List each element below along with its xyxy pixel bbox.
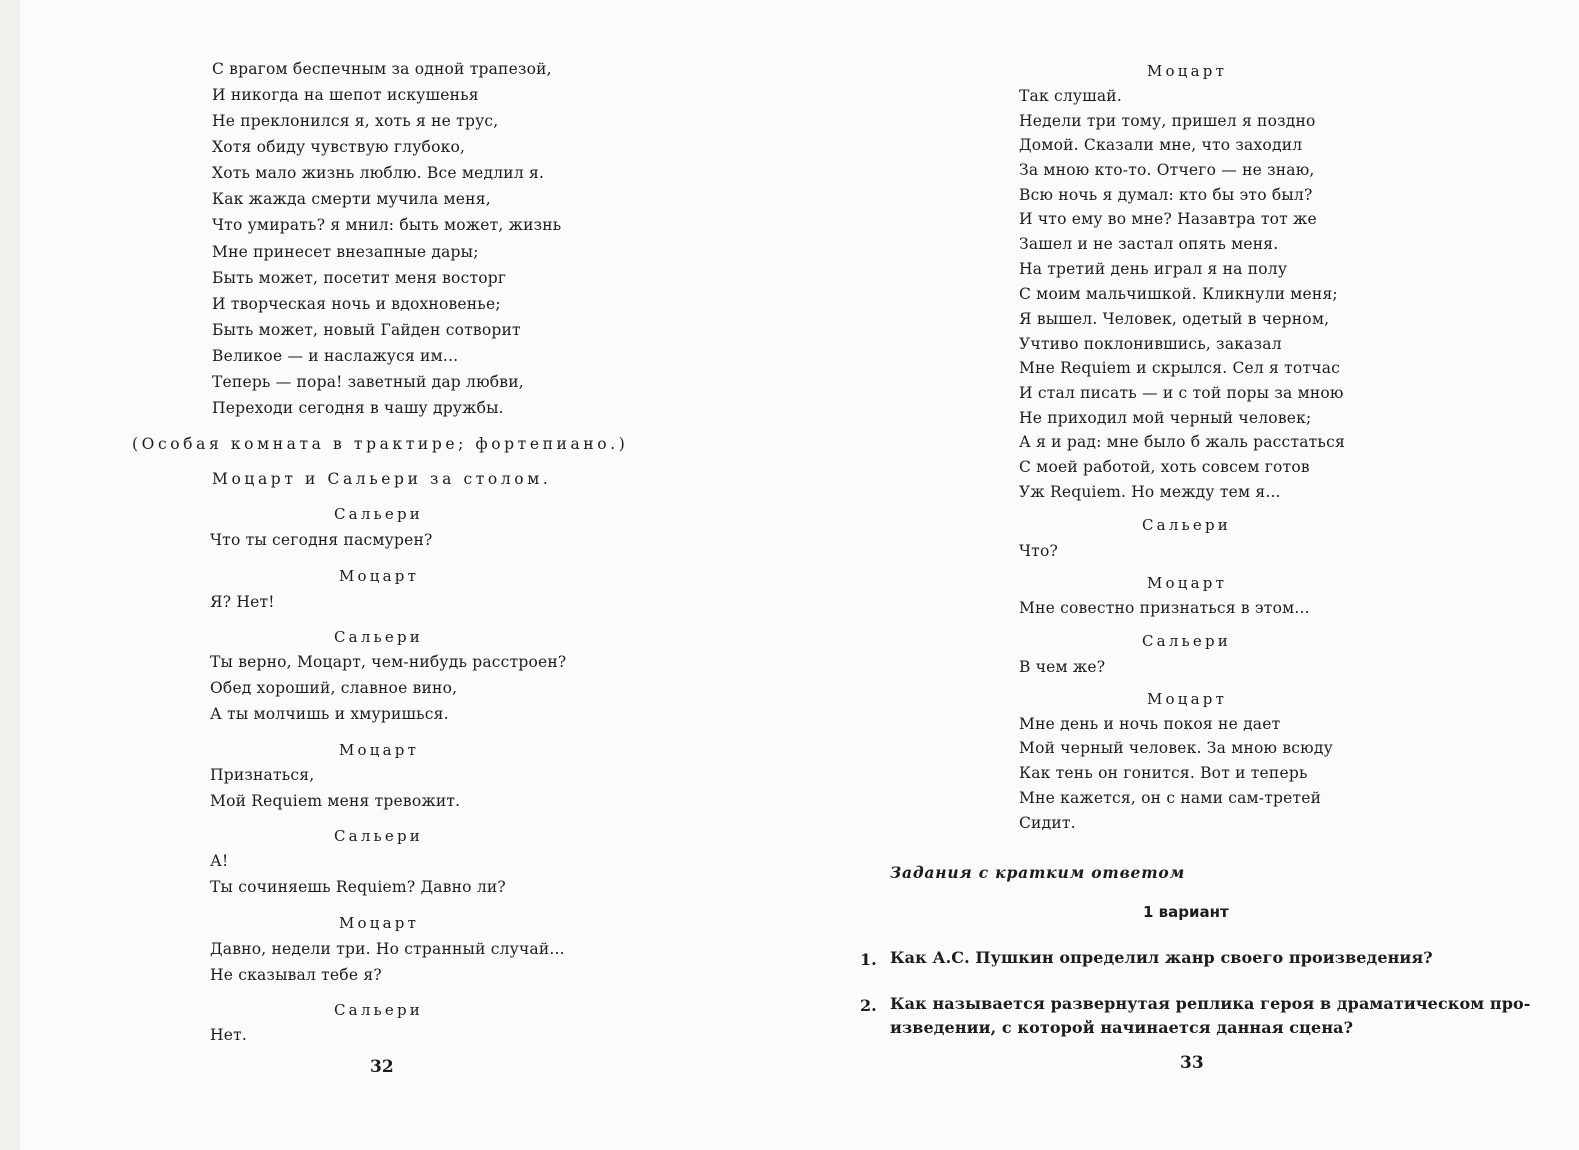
right-page: [790, 0, 1579, 1150]
dialogue-line: Что?: [1019, 542, 1058, 560]
speaker-name: Сальери: [334, 1001, 423, 1019]
question-number: 2.: [860, 996, 877, 1015]
section-heading: Задания с кратким ответом: [890, 863, 1186, 882]
dialogue-line: Ты сочиняешь Requiem? Давно ли?: [210, 878, 506, 896]
dialogue-line: И стал писать — и с той поры за мною: [1019, 384, 1344, 402]
speaker-name: Моцарт: [339, 914, 420, 932]
speaker-name: Моцарт: [339, 741, 420, 759]
dialogue-line: Обед хороший, славное вино,: [210, 679, 458, 697]
verse-line: Мне принесет внезапные дары;: [212, 243, 479, 261]
dialogue-line: И что ему во мне? Назавтра тот же: [1019, 210, 1317, 228]
dialogue-line: Мой Requiem меня тревожит.: [210, 792, 461, 810]
dialogue-line: Уж Requiem. Но между тем я...: [1019, 483, 1281, 501]
verse-line: Хоть мало жизнь люблю. Все медлил я.: [212, 164, 545, 182]
dialogue-line: Признаться,: [210, 766, 315, 784]
verse-line: Великое — и наслажуся им...: [212, 347, 459, 365]
question-text: изведении, с которой начинается данная сцена?: [890, 1018, 1354, 1037]
dialogue-line: Нет.: [210, 1026, 247, 1044]
page-number: 32: [370, 1057, 394, 1077]
dialogue-line: В чем же?: [1019, 658, 1106, 676]
variant-heading: 1 вариант: [1143, 903, 1229, 921]
dialogue-line: Что ты сегодня пасмурен?: [210, 531, 433, 549]
dialogue-line: А!: [210, 852, 229, 870]
dialogue-line: Мне совестно признаться в этом...: [1019, 599, 1310, 617]
verse-line: И творческая ночь и вдохновенье;: [212, 295, 501, 313]
page-number: 33: [1180, 1053, 1204, 1073]
dialogue-line: Давно, недели три. Но странный случай...: [210, 940, 565, 958]
dialogue-line: Недели три тому, пришел я поздно: [1019, 112, 1316, 130]
verse-line: Быть может, посетит меня восторг: [212, 269, 507, 287]
verse-line: Переходи сегодня в чашу дружбы.: [212, 399, 504, 417]
verse-line: Быть может, новый Гайден сотворит: [212, 321, 521, 339]
verse-line: И никогда на шепот искушенья: [212, 86, 479, 104]
dialogue-line: Я? Нет!: [210, 593, 275, 611]
speaker-name: Сальери: [1142, 632, 1231, 650]
dialogue-line: Мой черный человек. За мною всюду: [1019, 739, 1333, 757]
dialogue-line: С моим мальчишкой. Кликнули меня;: [1019, 285, 1338, 303]
stage-direction: (Особая комната в трактире; фортепиано.): [132, 435, 629, 453]
dialogue-line: Домой. Сказали мне, что заходил: [1019, 136, 1303, 154]
verse-line: С врагом беспечным за одной трапезой,: [212, 60, 552, 78]
dialogue-line: Учтиво поклонившись, заказал: [1019, 335, 1282, 353]
dialogue-line: Всю ночь я думал: кто бы это был?: [1019, 186, 1313, 204]
page-edge-shadow: [0, 0, 20, 1150]
dialogue-line: Зашел и не застал опять меня.: [1019, 235, 1279, 253]
speaker-name: Сальери: [334, 505, 423, 523]
dialogue-line: Не приходил мой черный человек;: [1019, 409, 1312, 427]
dialogue-line: За мною кто-то. Отчего — не знаю,: [1019, 161, 1315, 179]
question-number: 1.: [860, 950, 877, 969]
dialogue-line: Ты верно, Моцарт, чем-нибудь расстроен?: [210, 653, 567, 671]
dialogue-line: А ты молчишь и хмуришься.: [210, 705, 449, 723]
stage-direction: Моцарт и Сальери за столом.: [212, 470, 552, 488]
dialogue-line: С моей работой, хоть совсем готов: [1019, 458, 1310, 476]
verse-line: Как жажда смерти мучила меня,: [212, 190, 491, 208]
verse-line: Не преклонился я, хоть я не трус,: [212, 112, 499, 130]
speaker-name: Моцарт: [339, 567, 420, 585]
speaker-name: Моцарт: [1147, 62, 1228, 80]
dialogue-line: Я вышел. Человек, одетый в черном,: [1019, 310, 1330, 328]
dialogue-line: А я и рад: мне было б жаль расстаться: [1019, 433, 1345, 451]
verse-line: Что умирать? я мнил: быть может, жизнь: [212, 216, 562, 234]
verse-line: Теперь — пора! заветный дар любви,: [212, 373, 524, 391]
dialogue-line: Не сказывал тебе я?: [210, 966, 382, 984]
dialogue-line: На третий день играл я на полу: [1019, 260, 1288, 278]
dialogue-line: Мне кажется, он с нами сам-третей: [1019, 789, 1322, 807]
speaker-name: Сальери: [334, 827, 423, 845]
speaker-name: Сальери: [334, 628, 423, 646]
dialogue-line: Мне Requiem и скрылся. Сел я тотчас: [1019, 359, 1341, 377]
speaker-name: Моцарт: [1147, 690, 1228, 708]
dialogue-line: Так слушай.: [1019, 87, 1122, 105]
speaker-name: Моцарт: [1147, 574, 1228, 592]
dialogue-line: Как тень он гонится. Вот и теперь: [1019, 764, 1308, 782]
speaker-name: Сальери: [1142, 516, 1231, 534]
question-text: Как называется развернутая реплика героя в драматическом про-: [890, 994, 1531, 1013]
dialogue-line: Сидит.: [1019, 814, 1076, 832]
question-text: Как А.С. Пушкин определил жанр своего произведения?: [890, 948, 1433, 967]
verse-line: Хотя обиду чувствую глубоко,: [212, 138, 466, 156]
dialogue-line: Мне день и ночь покоя не дает: [1019, 715, 1281, 733]
